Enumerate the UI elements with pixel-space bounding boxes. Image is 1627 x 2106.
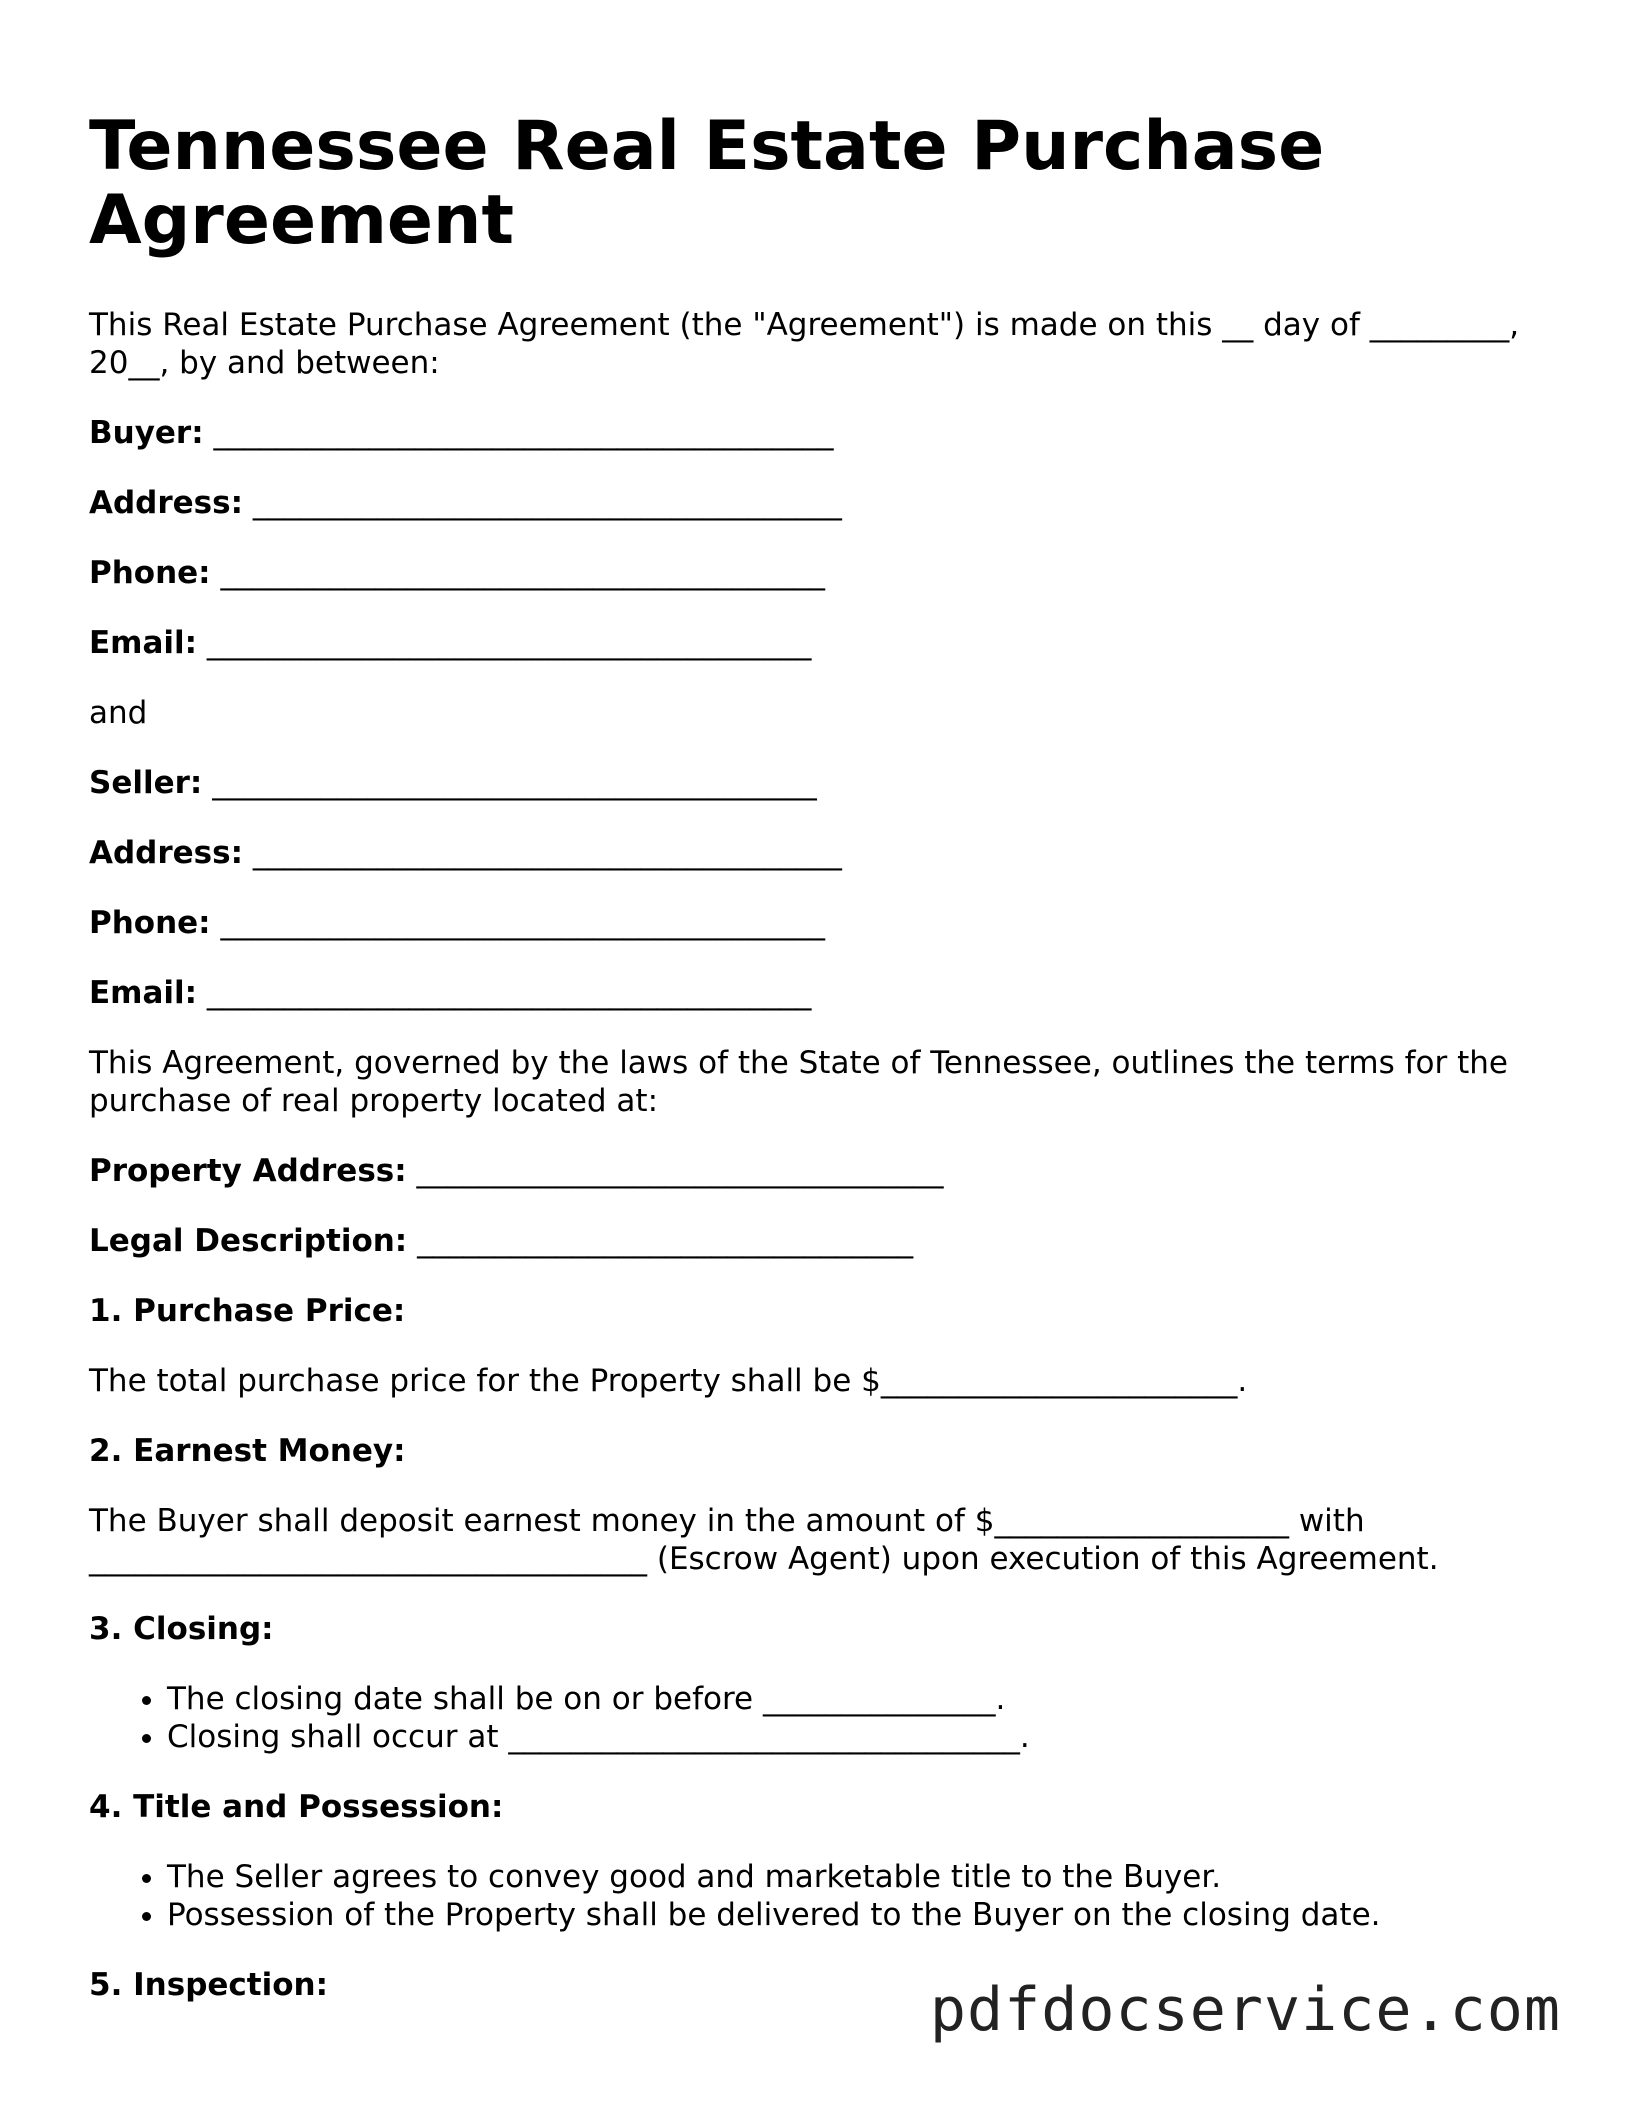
buyer-phone-label: Phone: bbox=[89, 555, 211, 591]
buyer-email-label: Email: bbox=[89, 625, 198, 661]
list-item: • The closing date shall be on or before _______________. bbox=[167, 1680, 1549, 1718]
section-heading-earnest-money: 2. Earnest Money: bbox=[89, 1433, 406, 1469]
section-heading-inspection: 5. Inspection: bbox=[89, 1967, 328, 2003]
buyer-phone-blank: _______________________________________ bbox=[220, 555, 825, 591]
title-possession-list bbox=[89, 1858, 1549, 1934]
purchase-price-text: The total purchase price for the Property shall be $_______________________. bbox=[89, 1363, 1248, 1399]
list-item: • Closing shall occur at _________________________________. bbox=[167, 1718, 1549, 1756]
property-address-field bbox=[89, 1152, 1549, 1190]
intro-paragraph: This Real Estate Purchase Agreement (the "Agreement") is made on this __ day of _________, 20__, by and between: bbox=[89, 307, 1520, 381]
seller-phone-label: Phone: bbox=[89, 905, 211, 941]
buyer-name-field bbox=[89, 414, 1549, 452]
property-address-label: Property Address: bbox=[89, 1153, 407, 1189]
seller-address-field bbox=[89, 834, 1549, 872]
buyer-email-blank: _______________________________________ bbox=[206, 625, 812, 661]
list-item: • Possession of the Property shall be delivered to the Buyer on the closing date. bbox=[167, 1896, 1549, 1934]
governing-paragraph: This Agreement, governed by the laws of the State of Tennessee, outlines the terms for the purchase of real property located at: bbox=[89, 1045, 1508, 1119]
section-heading-purchase-price: 1. Purchase Price: bbox=[89, 1293, 406, 1329]
list-item: • The Seller agrees to convey good and marketable title to the Buyer. bbox=[167, 1858, 1549, 1896]
buyer-name-blank: ________________________________________ bbox=[213, 415, 834, 451]
seller-email-field bbox=[89, 974, 1549, 1012]
buyer-address-blank: ______________________________________ bbox=[252, 485, 842, 521]
legal-description-blank: ________________________________ bbox=[417, 1223, 914, 1259]
seller-phone-field bbox=[89, 904, 1549, 942]
section-heading-title-possession: 4. Title and Possession: bbox=[89, 1789, 504, 1825]
legal-description-label: Legal Description: bbox=[89, 1223, 408, 1259]
document-page bbox=[89, 107, 1549, 2036]
seller-email-blank: _______________________________________ bbox=[206, 975, 812, 1011]
buyer-name-label: Buyer: bbox=[89, 415, 204, 451]
and-text: and bbox=[89, 695, 148, 731]
property-address-blank: __________________________________ bbox=[416, 1153, 944, 1189]
section-heading-closing: 3. Closing: bbox=[89, 1611, 274, 1647]
buyer-phone-field bbox=[89, 554, 1549, 592]
legal-description-field bbox=[89, 1222, 1549, 1260]
earnest-money-text: The Buyer shall deposit earnest money in the amount of $___________________ with ____________________________________ (Escrow Agent) upon execution of this Agreement. bbox=[89, 1503, 1439, 1577]
seller-phone-blank: _______________________________________ bbox=[220, 905, 825, 941]
seller-name-field bbox=[89, 764, 1549, 802]
closing-list bbox=[89, 1680, 1549, 1756]
seller-name-blank: _______________________________________ bbox=[212, 765, 817, 801]
buyer-address-label: Address: bbox=[89, 485, 243, 521]
seller-name-label: Seller: bbox=[89, 765, 203, 801]
seller-address-blank: ______________________________________ bbox=[252, 835, 842, 871]
buyer-email-field bbox=[89, 624, 1549, 662]
seller-email-label: Email: bbox=[89, 975, 198, 1011]
document-title: Tennessee Real Estate Purchase Agreement bbox=[89, 107, 1325, 260]
seller-address-label: Address: bbox=[89, 835, 243, 871]
buyer-address-field bbox=[89, 484, 1549, 522]
watermark: pdfdocservice.com bbox=[929, 1975, 1561, 2045]
